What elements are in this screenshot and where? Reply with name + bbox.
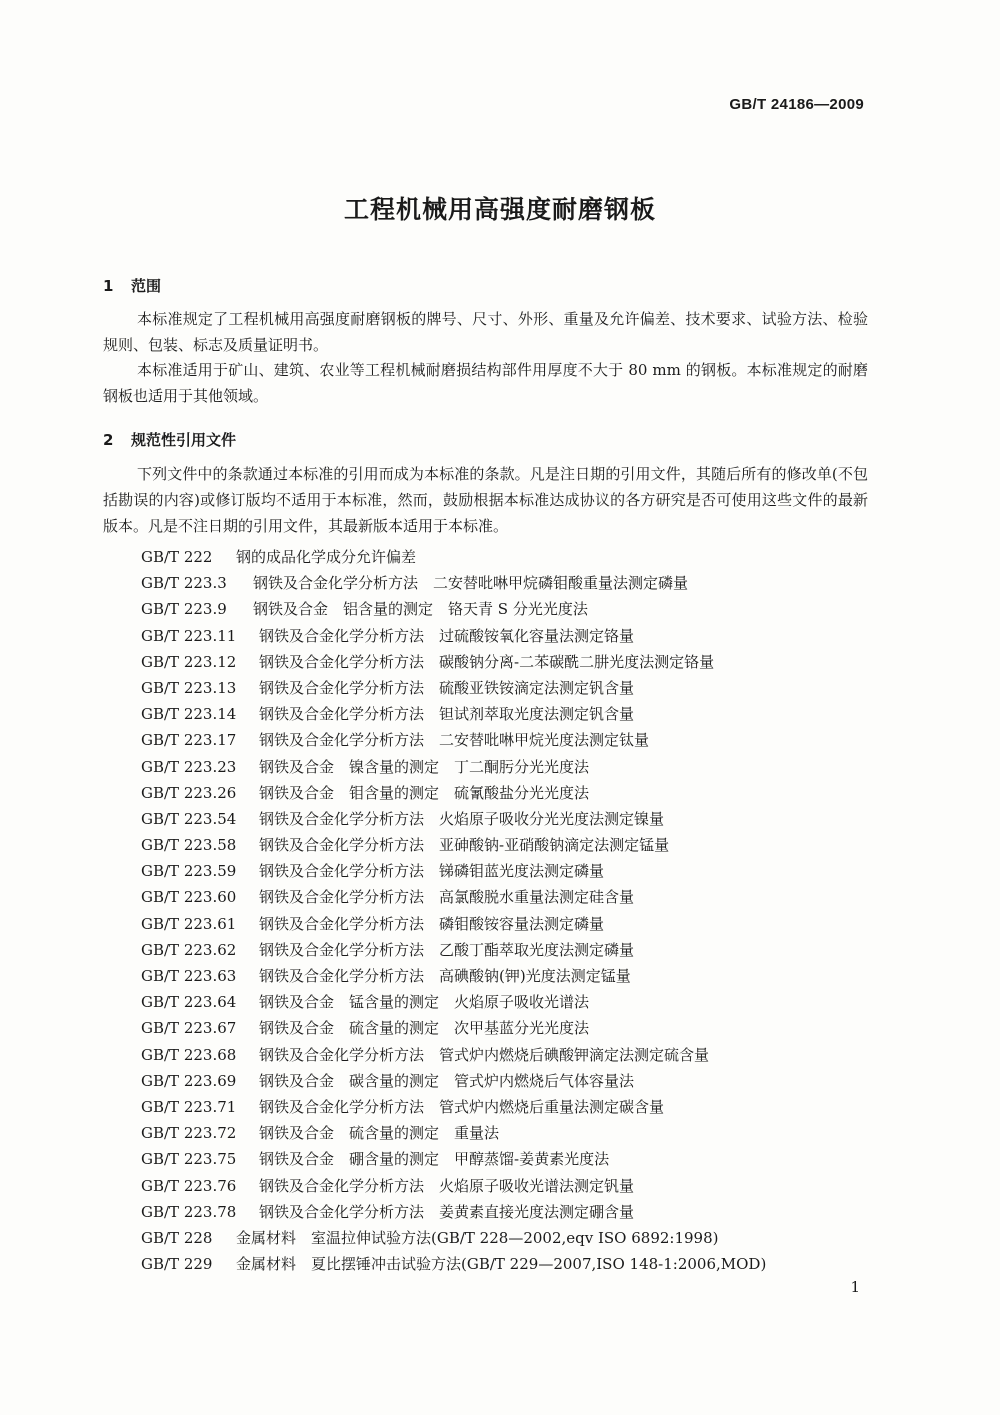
reference-item xyxy=(141,544,766,570)
reference-code: GB/T 223.59 xyxy=(141,862,237,881)
reference-title: 钢铁及合金 硫含量的测定 次甲基蓝分光光度法 xyxy=(259,1019,590,1038)
reference-item xyxy=(141,754,766,780)
reference-item xyxy=(141,937,766,963)
reference-item xyxy=(141,1042,766,1068)
reference-code: GB/T 229 xyxy=(141,1255,213,1274)
reference-code: GB/T 223.11 xyxy=(141,626,237,645)
reference-title: 钢铁及合金化学分析方法 高氯酸脱水重量法测定硅含量 xyxy=(259,888,635,907)
reference-item xyxy=(141,780,766,806)
reference-item xyxy=(141,884,766,910)
reference-title: 钢的成品化学成分允许偏差 xyxy=(236,548,417,566)
reference-code: GB/T 223.71 xyxy=(141,1097,237,1116)
reference-title: 钢铁及合金化学分析方法 姜黄素直接光度法测定硼含量 xyxy=(259,1202,635,1221)
reference-item xyxy=(141,832,766,858)
section-1-paragraph: 本标准适用于矿山、建筑、农业等工程机械耐磨损结构部件用厚度不大于 80 mm 的钢板。本标准规定的耐磨钢板也适用于其他领域。 xyxy=(103,361,868,405)
section-1-paragraph: 本标准规定了工程机械用高强度耐磨钢板的牌号、尺寸、外形、重量及允许偏差、技术要求、试验方法、检验规则、包装、标志及质量证明书。 xyxy=(103,310,868,354)
reference-title: 钢铁及合金化学分析方法 碳酸钠分离-二苯碳酰二肼光度法测定铬量 xyxy=(259,652,715,671)
document-title: 工程机械用高强度耐磨钢板 xyxy=(343,195,656,224)
reference-item xyxy=(141,727,766,753)
reference-code: GB/T 223.26 xyxy=(141,783,237,802)
reference-code: GB/T 223.54 xyxy=(141,809,237,828)
section-2-heading xyxy=(103,429,236,450)
reference-title: 金属材料 室温拉伸试验方法(GB/T 228—2002,eqv ISO 6892:1998) xyxy=(236,1228,719,1247)
reference-title: 钢铁及合金化学分析方法 钽试剂萃取光度法测定钒含量 xyxy=(259,705,635,724)
reference-code: GB/T 228 xyxy=(141,1228,213,1247)
reference-item xyxy=(141,1199,766,1225)
reference-title: 钢铁及合金 锰含量的测定 火焰原子吸收光谱法 xyxy=(259,993,590,1012)
reference-item xyxy=(141,623,766,649)
reference-title: 钢铁及合金化学分析方法 二安替吡啉甲烷光度法测定钛量 xyxy=(259,731,650,750)
reference-code: GB/T 223.9 xyxy=(141,600,227,619)
reference-code: GB/T 223.78 xyxy=(141,1202,237,1221)
reference-code: GB/T 223.62 xyxy=(141,940,237,959)
section-number: 1 xyxy=(103,277,114,295)
reference-item xyxy=(141,1146,766,1172)
reference-title: 钢铁及合金化学分析方法 过硫酸铵氧化容量法测定铬量 xyxy=(259,626,635,645)
reference-code: GB/T 223.67 xyxy=(141,1019,237,1038)
reference-item xyxy=(141,1068,766,1094)
reference-code: GB/T 223.64 xyxy=(141,993,237,1012)
reference-item xyxy=(141,596,766,622)
reference-item xyxy=(141,1251,766,1277)
section-title: 规范性引用文件 xyxy=(131,431,237,449)
reference-title: 钢铁及合金 硼含量的测定 甲醇蒸馏-姜黄素光度法 xyxy=(259,1150,610,1169)
reference-title: 钢铁及合金化学分析方法 锑磷钼蓝光度法测定磷量 xyxy=(259,862,605,881)
reference-item xyxy=(141,806,766,832)
section-1-heading xyxy=(103,275,161,296)
reference-title: 钢铁及合金化学分析方法 火焰原子吸收光谱法测定钒量 xyxy=(259,1176,635,1195)
reference-title: 钢铁及合金 铝含量的测定 铬天青 S 分光光度法 xyxy=(253,600,588,619)
reference-code: GB/T 223.12 xyxy=(141,652,237,671)
reference-item xyxy=(141,858,766,884)
reference-item xyxy=(141,701,766,727)
reference-title: 钢铁及合金 硫含量的测定 重量法 xyxy=(259,1124,500,1143)
reference-item xyxy=(141,1120,766,1146)
reference-title: 钢铁及合金 碳含量的测定 管式炉内燃烧后气体容量法 xyxy=(259,1071,635,1090)
reference-title: 钢铁及合金化学分析方法 管式炉内燃烧后碘酸钾滴定法测定硫含量 xyxy=(259,1045,710,1064)
reference-title: 钢铁及合金化学分析方法 高碘酸钠(钾)光度法测定锰量 xyxy=(259,967,631,985)
reference-item xyxy=(141,1225,766,1251)
reference-code: GB/T 223.58 xyxy=(141,836,237,855)
reference-item xyxy=(141,911,766,937)
page-number: 1 xyxy=(850,1278,860,1296)
reference-title: 钢铁及合金化学分析方法 亚砷酸钠-亚硝酸钠滴定法测定锰量 xyxy=(259,836,670,855)
reference-title: 钢铁及合金 镍含量的测定 丁二酮肟分光光度法 xyxy=(259,757,590,776)
reference-code: GB/T 223.13 xyxy=(141,678,237,697)
reference-code: GB/T 223.63 xyxy=(141,967,237,985)
reference-code: GB/T 223.17 xyxy=(141,731,237,750)
reference-item xyxy=(141,649,766,675)
reference-item xyxy=(141,1094,766,1120)
reference-code: GB/T 223.61 xyxy=(141,914,237,933)
section-2-intro: 下列文件中的条款通过本标准的引用而成为本标准的条款。凡是注日期的引用文件，其随后所有的修改单(不包括勘误的内容)或修订版均不适用于本标准，然而，鼓励根据本标准达成协议的各方研究是否可使用这些文件的最新版本。凡是不注日期的引用文件，其最新版本适用于本标准。 xyxy=(103,465,868,535)
section-number: 2 xyxy=(103,431,114,449)
reference-item xyxy=(141,1173,766,1199)
reference-title: 钢铁及合金化学分析方法 管式炉内燃烧后重量法测定碳含量 xyxy=(259,1097,665,1116)
reference-code: GB/T 223.14 xyxy=(141,705,237,724)
reference-code: GB/T 222 xyxy=(141,548,213,566)
reference-code: GB/T 223.3 xyxy=(141,574,227,593)
reference-item xyxy=(141,570,766,596)
reference-title: 钢铁及合金化学分析方法 磷钼酸铵容量法测定磷量 xyxy=(259,914,605,933)
reference-item xyxy=(141,675,766,701)
reference-item xyxy=(141,1015,766,1041)
reference-title: 金属材料 夏比摆锤冲击试验方法(GB/T 229—2007,ISO 148-1:2006,MOD) xyxy=(236,1255,767,1274)
reference-title: 钢铁及合金 钼含量的测定 硫氰酸盐分光光度法 xyxy=(259,783,590,802)
reference-code: GB/T 223.69 xyxy=(141,1071,237,1090)
reference-code: GB/T 223.76 xyxy=(141,1176,237,1195)
reference-code: GB/T 223.68 xyxy=(141,1045,237,1064)
reference-title: 钢铁及合金化学分析方法 乙酸丁酯萃取光度法测定磷量 xyxy=(259,940,635,959)
reference-code: GB/T 223.60 xyxy=(141,888,237,907)
reference-code: GB/T 223.75 xyxy=(141,1150,237,1169)
reference-item xyxy=(141,963,766,989)
reference-item xyxy=(141,989,766,1015)
section-title: 范围 xyxy=(131,277,162,295)
reference-list xyxy=(141,544,766,1277)
reference-title: 钢铁及合金化学分析方法 二安替吡啉甲烷磷钼酸重量法测定磷量 xyxy=(253,574,689,593)
reference-code: GB/T 223.72 xyxy=(141,1124,237,1143)
reference-title: 钢铁及合金化学分析方法 硫酸亚铁铵滴定法测定钒含量 xyxy=(259,678,635,697)
standard-code: GB/T 24186—2009 xyxy=(729,96,864,113)
reference-code: GB/T 223.23 xyxy=(141,757,237,776)
reference-title: 钢铁及合金化学分析方法 火焰原子吸收分光光度法测定镍量 xyxy=(259,809,665,828)
